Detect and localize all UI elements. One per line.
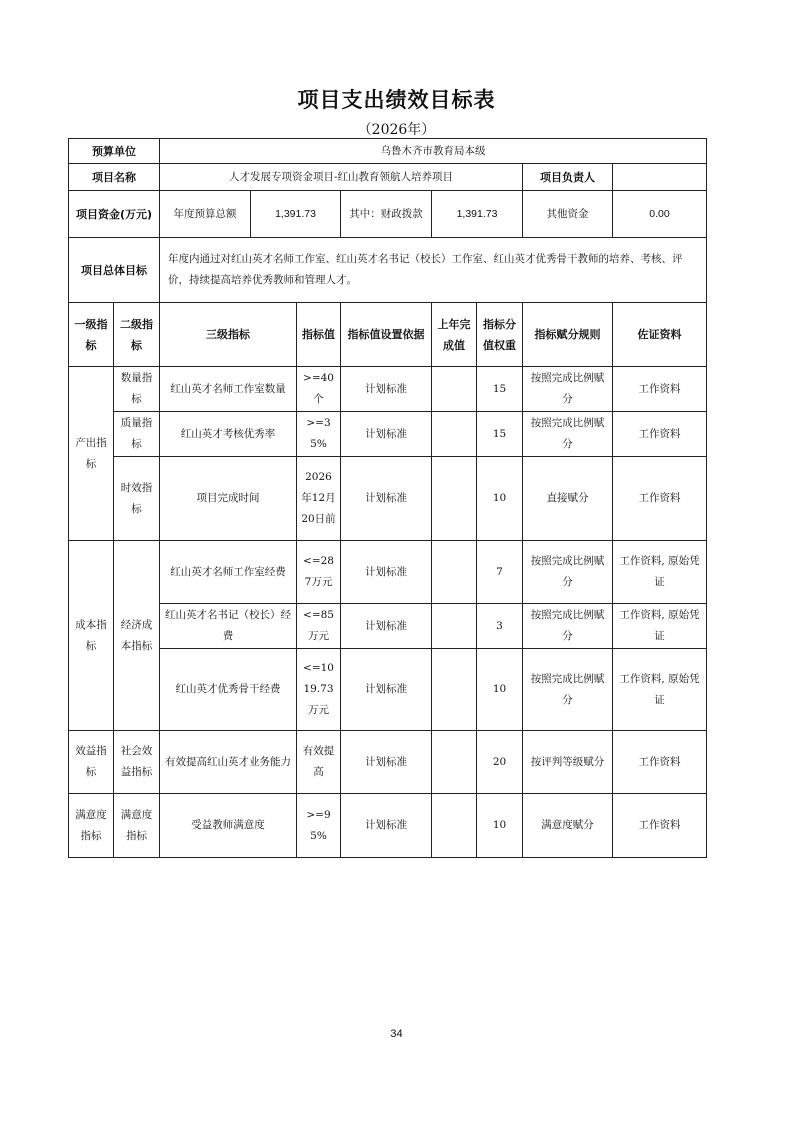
- annual-total-value: 1,391.73: [251, 191, 341, 238]
- project-name-row: [69, 164, 707, 191]
- prev-cell: [432, 367, 477, 412]
- other-funds-value: 0.00: [613, 191, 707, 238]
- level3-cell: 红山英才名师工作室数量: [160, 367, 297, 412]
- budget-unit-label: 预算单位: [69, 139, 160, 164]
- value-cell: <=85万元: [297, 604, 341, 649]
- basis-cell: 计划标准: [341, 541, 432, 604]
- basis-cell: 计划标准: [341, 604, 432, 649]
- annual-total-label: 年度预算总额: [160, 191, 251, 238]
- budget-unit-row: [69, 139, 707, 164]
- rule-cell: 按照完成比例赋分: [523, 367, 613, 412]
- level2-cell: 数量指标: [114, 367, 160, 412]
- basis-cell: 计划标准: [341, 457, 432, 541]
- budget-unit-value: 乌鲁木齐市教育局本级: [160, 139, 707, 164]
- level3-cell: 有效提高红山英才业务能力: [160, 731, 297, 794]
- evidence-cell: 工作资料, 原始凭证: [613, 604, 707, 649]
- goal-text: 年度内通过对红山英才名师工作室、红山英才名书记（校长）工作室、红山英才优秀骨干教师的培养、考核、评价，持续提高培养优秀教师和管理人才。: [160, 238, 707, 303]
- owner-value: [613, 164, 707, 191]
- project-name-label: 项目名称: [69, 164, 160, 191]
- project-name-value: 人才发展专项资金项目-红山教育领航人培养项目: [160, 164, 523, 191]
- rule-cell: 按照完成比例赋分: [523, 649, 613, 731]
- basis-cell: 计划标准: [341, 412, 432, 457]
- level2-cell: 经济成本指标: [114, 541, 160, 731]
- evidence-cell: 工作资料: [613, 457, 707, 541]
- other-funds-label: 其他资金: [523, 191, 613, 238]
- level3-cell: 项目完成时间: [160, 457, 297, 541]
- weight-cell: 10: [477, 457, 523, 541]
- weight-cell: 3: [477, 604, 523, 649]
- header-rule: 指标赋分规则: [523, 303, 613, 367]
- basis-cell: 计划标准: [341, 731, 432, 794]
- funds-row: [69, 191, 707, 238]
- owner-label: 项目负责人: [523, 164, 613, 191]
- level3-cell: 红山英才优秀骨干经费: [160, 649, 297, 731]
- evidence-cell: 工作资料: [613, 731, 707, 794]
- level1-cell: 满意度指标: [69, 794, 114, 858]
- header-level2: 二级指标: [114, 303, 160, 367]
- weight-cell: 10: [477, 794, 523, 858]
- header-basis: 指标值设置依据: [341, 303, 432, 367]
- rule-cell: 按照完成比例赋分: [523, 541, 613, 604]
- fiscal-value: 1,391.73: [432, 191, 523, 238]
- level3-cell: 红山英才名书记（校长）经费: [160, 604, 297, 649]
- level2-cell: 社会效益指标: [114, 731, 160, 794]
- level1-cell: 效益指标: [69, 731, 114, 794]
- level1-cell: 成本指标: [69, 541, 114, 731]
- level2-cell: 质量指标: [114, 412, 160, 457]
- evidence-cell: 工作资料: [613, 412, 707, 457]
- table-row: [69, 649, 707, 731]
- prev-cell: [432, 731, 477, 794]
- prev-cell: [432, 541, 477, 604]
- rule-cell: 满意度赋分: [523, 794, 613, 858]
- level3-cell: 红山英才考核优秀率: [160, 412, 297, 457]
- value-cell: >=35%: [297, 412, 341, 457]
- table-row: [69, 412, 707, 457]
- page-number: 34: [390, 1028, 403, 1040]
- goal-row: [69, 238, 707, 303]
- table-row: [69, 457, 707, 541]
- prev-cell: [432, 604, 477, 649]
- weight-cell: 7: [477, 541, 523, 604]
- level3-cell: 红山英才名师工作室经费: [160, 541, 297, 604]
- rule-cell: 按照完成比例赋分: [523, 604, 613, 649]
- level2-cell: 满意度指标: [114, 794, 160, 858]
- evidence-cell: 工作资料, 原始凭证: [613, 649, 707, 731]
- header-level1: 一级指标: [69, 303, 114, 367]
- weight-cell: 10: [477, 649, 523, 731]
- performance-table: [68, 138, 707, 858]
- evidence-cell: 工作资料: [613, 794, 707, 858]
- basis-cell: 计划标准: [341, 649, 432, 731]
- prev-cell: [432, 794, 477, 858]
- level1-cell: 产出指标: [69, 367, 114, 541]
- value-cell: 2026年12月20日前: [297, 457, 341, 541]
- header-prev: 上年完成值: [432, 303, 477, 367]
- value-cell: <=1019.73万元: [297, 649, 341, 731]
- funds-label: 项目资金(万元): [69, 191, 160, 238]
- rule-cell: 直接赋分: [523, 457, 613, 541]
- value-cell: 有效提高: [297, 731, 341, 794]
- table-row: [69, 794, 707, 858]
- weight-cell: 15: [477, 367, 523, 412]
- weight-cell: 20: [477, 731, 523, 794]
- rule-cell: 按评判等级赋分: [523, 731, 613, 794]
- level3-cell: 受益教师满意度: [160, 794, 297, 858]
- table-row: [69, 604, 707, 649]
- header-value: 指标值: [297, 303, 341, 367]
- basis-cell: 计划标准: [341, 794, 432, 858]
- rule-cell: 按照完成比例赋分: [523, 412, 613, 457]
- header-weight: 指标分值权重: [477, 303, 523, 367]
- fiscal-label: 其中：财政拨款: [341, 191, 432, 238]
- page-subtitle: （2026年）: [357, 122, 436, 138]
- prev-cell: [432, 412, 477, 457]
- value-cell: <=287万元: [297, 541, 341, 604]
- table-row: [69, 731, 707, 794]
- value-cell: >=95%: [297, 794, 341, 858]
- prev-cell: [432, 457, 477, 541]
- evidence-cell: 工作资料, 原始凭证: [613, 541, 707, 604]
- value-cell: >=40个: [297, 367, 341, 412]
- goal-label: 项目总体目标: [69, 238, 160, 303]
- table-row: [69, 367, 707, 412]
- header-row: [69, 303, 707, 367]
- prev-cell: [432, 649, 477, 731]
- basis-cell: 计划标准: [341, 367, 432, 412]
- evidence-cell: 工作资料: [613, 367, 707, 412]
- header-evidence: 佐证资料: [613, 303, 707, 367]
- page-title: 项目支出绩效目标表: [297, 88, 496, 112]
- level2-cell: 时效指标: [114, 457, 160, 541]
- weight-cell: 15: [477, 412, 523, 457]
- table-row: [69, 541, 707, 604]
- header-level3: 三级指标: [160, 303, 297, 367]
